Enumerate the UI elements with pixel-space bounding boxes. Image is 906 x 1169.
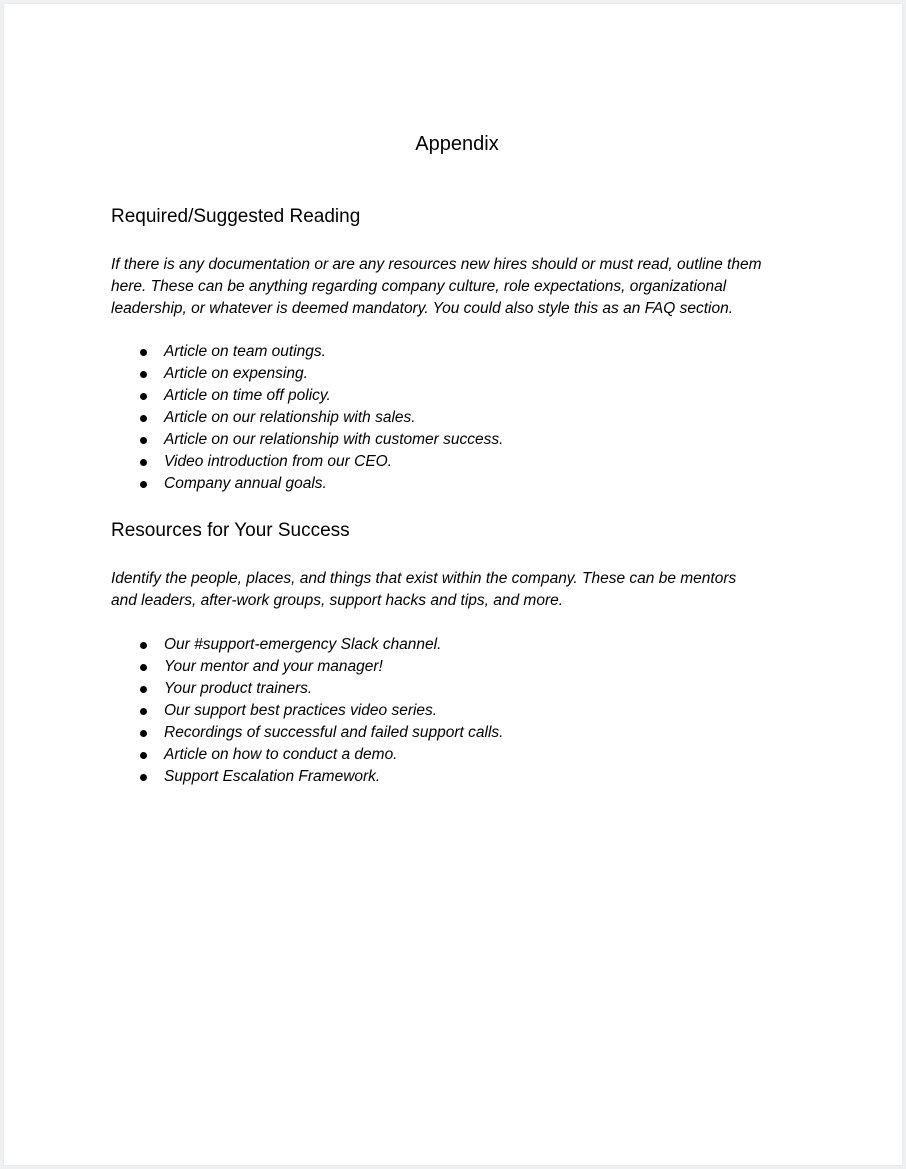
required-reading-list xyxy=(111,341,503,495)
bullet-icon xyxy=(140,437,147,444)
list-item-text: Article on time off policy. xyxy=(164,387,331,404)
list-item-text: Article on our relationship with customer success. xyxy=(164,431,504,448)
bullet-icon xyxy=(140,415,147,422)
list-item xyxy=(111,700,503,722)
bullet-icon xyxy=(140,686,147,693)
list-item-text: Support Escalation Framework. xyxy=(164,768,381,785)
list-item xyxy=(111,363,503,385)
list-item xyxy=(111,744,503,766)
bullet-icon xyxy=(140,481,147,488)
intro-line: and leaders, after-work groups, support hacks and tips, and more. xyxy=(111,592,564,609)
bullet-icon xyxy=(140,642,147,649)
list-item-text: Your mentor and your manager! xyxy=(164,658,383,675)
intro-line: If there is any documentation or are any resources new hires should or must read, outline them xyxy=(111,256,762,273)
list-item-text: Article on our relationship with sales. xyxy=(164,409,416,426)
list-item xyxy=(111,678,503,700)
list-item xyxy=(111,385,503,407)
list-item-text: Recordings of successful and failed support calls. xyxy=(164,724,504,741)
bullet-icon xyxy=(140,664,147,671)
document-page xyxy=(4,4,902,1165)
list-item xyxy=(111,451,503,473)
list-item-text: Our #support-emergency Slack channel. xyxy=(164,636,442,653)
bullet-icon xyxy=(140,730,147,737)
resources-list xyxy=(111,634,503,788)
list-item-text: Article on expensing. xyxy=(164,365,308,382)
bullet-icon xyxy=(140,752,147,759)
bullet-icon xyxy=(140,708,147,715)
intro-line: leadership, or whatever is deemed mandatory. You could also style this as an FAQ section. xyxy=(111,300,734,317)
list-item-text: Your product trainers. xyxy=(164,680,313,697)
intro-line: Identify the people, places, and things that exist within the company. These can be mentors xyxy=(111,570,737,587)
bullet-icon xyxy=(140,371,147,378)
list-item xyxy=(111,473,503,495)
list-item xyxy=(111,341,503,363)
bullet-icon xyxy=(140,774,147,781)
section-heading-resources: Resources for Your Success xyxy=(111,520,350,541)
list-item xyxy=(111,766,503,788)
bullet-icon xyxy=(140,349,147,356)
list-item xyxy=(111,722,503,744)
list-item xyxy=(111,656,503,678)
page-title: Appendix xyxy=(415,133,499,155)
section-intro-resources xyxy=(111,568,801,612)
list-item-text: Our support best practices video series. xyxy=(164,702,438,719)
bullet-icon xyxy=(140,393,147,400)
list-item-text: Company annual goals. xyxy=(164,475,327,492)
list-item xyxy=(111,407,503,429)
list-item-text: Video introduction from our CEO. xyxy=(164,453,393,470)
list-item xyxy=(111,429,503,451)
section-heading-required-reading: Required/Suggested Reading xyxy=(111,206,361,227)
list-item-text: Article on how to conduct a demo. xyxy=(164,746,398,763)
list-item xyxy=(111,634,503,656)
list-item-text: Article on team outings. xyxy=(164,343,326,360)
bullet-icon xyxy=(140,459,147,466)
section-intro-required-reading xyxy=(111,254,801,320)
intro-line: here. These can be anything regarding company culture, role expectations, organizational xyxy=(111,278,727,295)
